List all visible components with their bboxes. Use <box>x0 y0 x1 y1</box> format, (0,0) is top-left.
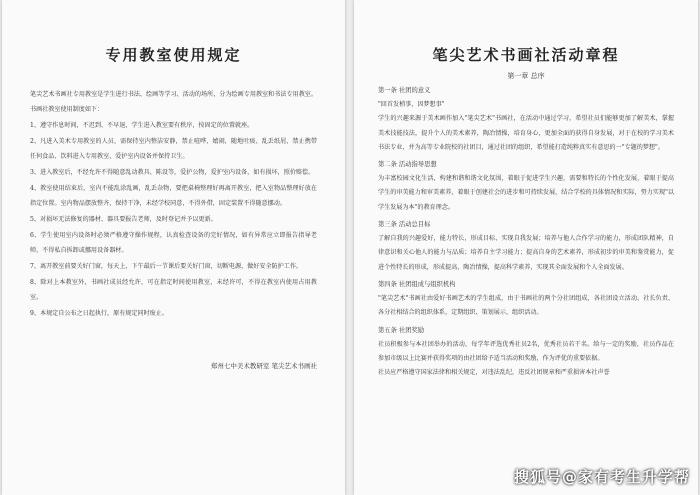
right-page-title: 笔尖艺术书画社活动章程 <box>432 46 620 64</box>
article-heading: 第三条 活动总目标 <box>378 221 431 229</box>
article-paragraph: 为丰富校园文化生活，构建和谐和谐文化氛围，着眼于促进学生兴趣，需要和特长的个性化发展，着眼于提高学生的审美能力和审美素养，着眼于创建社会的进步和可持续发展，结合学校的具体情况和实际，努力实现"以学生发展为本"的教育理念。 <box>378 175 674 211</box>
watermark: 搜狐号@家有考生升学帮 <box>513 468 690 486</box>
article-paragraph: 学生的兴趣来源于美术画作加入"笔尖艺术"书画社，在活动中通过学习，希望社员们能够更加了解美术，掌握美术技能技法，提升个人的美术素养，陶冶情操，培育身心，更加全面的获得自身发展，对于在校的学习美术书法专业，并为高等专业院校的社团目，通过社团的组织，希望能打造纯粹真实有意思的一"专题的梦想"。 <box>378 115 674 151</box>
rule-item: 6、学生使用室内设备时必须严格遵守操作规程，认真检查设备的完好情况，如有异常应立即报告指导老师，不得私自拆卸或挪用设备器材。 <box>30 232 317 254</box>
article-paragraph: 社员应严格遵守国家法律和相关规定，对违法乱纪，违反社团规章和严重损害本社声誉 <box>378 369 610 377</box>
rule-item: 4、教室使用结束后，室内不能乱涂乱画，乱丢杂物，要把桌椅整理好再离开教室，把入室物品整理好放在指定位置。室内物品摆放整齐，保持干净，未经学校同意，不得外借，固定装置不得随意挪动。 <box>30 185 317 207</box>
article-heading: 第四条 社团组成与组织机构 <box>378 280 456 288</box>
left-page-title: 专用教室使用规定 <box>105 46 242 64</box>
signature: 郑州七中美术教研室 笔尖艺术书画社 <box>210 362 317 370</box>
rule-item: 9、本规定自公布之日起执行，原有规定同时废止。 <box>30 310 168 317</box>
right-page <box>354 0 698 495</box>
chapter-heading: 第一章 总序 <box>507 72 545 80</box>
article-heading: 第二条 活动指导思想 <box>378 161 437 169</box>
article-paragraph: "笔尖艺术"书画社由爱好书画艺术的学生组成，由于书画社的两个分社团组成，各社团设立活动、社长负责、各分社相结合的组织体系，定期组织、策划展示，组织活动。 <box>378 294 674 317</box>
rule-item: 1、遵守作息时间，不迟到、不早退，学生进入教室要有秩序，按固定的位置就座。 <box>30 122 254 129</box>
rule-item: 2、凡进入美术专用教室的人员，需保持室内整洁安静，禁止喧哗、嬉闹，随地吐痰、乱丢纸屑，禁止携带任何食品、饮料进入专用教室，爱护室内设备并保持卫生。 <box>30 138 317 160</box>
article-paragraph: "回首发梢事，因梦想事" <box>378 101 445 108</box>
rule-item: 3、进入教室后，不经允许不得随意乱动教具、陈设等，爱护公物，爱护室内设备，如有损坏，照价赔偿。 <box>30 169 315 176</box>
intro-paragraph: 笔尖艺术书画社专用教室是学生进行书法、绘画等学习、活动的场所，分为绘画专用教室和书法专用教室。书画社教室使用制度如下： <box>30 91 317 113</box>
rule-item: 7、离开教室前要关好门窗，每天上、下午最后一节课后要关好门窗，切断电源，做好安全防护工作。 <box>30 263 303 270</box>
article-heading: 第一条 社团的意义 <box>378 87 431 94</box>
article-paragraph: 了解自我的兴趣爱好，能力特长，形成目标，实现自我发展；培养与他人合作学习的能力，形成团队精神，自律意识和关心他人的能力与品质；培养自主学习能力；提高自身的艺术素养，形成初步的审美和鉴赏能力，促进个性特长的形成，形成提高，陶冶情操，提高科学素养，实现其全面发展和个人全面发展。 <box>378 235 674 271</box>
rule-item: 5、对损坏无法修复的器材、器具要报告老师，及时登记并予以更新。 <box>30 216 217 223</box>
rule-item: 8、除对上本教室外，书画社成员经允许，可在指定时间使用教室，未经许可，不得在教室内使用占用教室。 <box>30 279 317 301</box>
article-paragraph: 社员积极参与本社团举办的活动，每学年评选优秀社员2名，优秀社员若干名。给与一定的奖励，社员作品在参加市级以上比赛并获得奖项的由社团给予适当活动和奖励，作为评优的重要依据。 <box>378 340 674 362</box>
left-page <box>2 0 345 495</box>
article-heading: 第五条 社团奖励 <box>378 326 425 334</box>
